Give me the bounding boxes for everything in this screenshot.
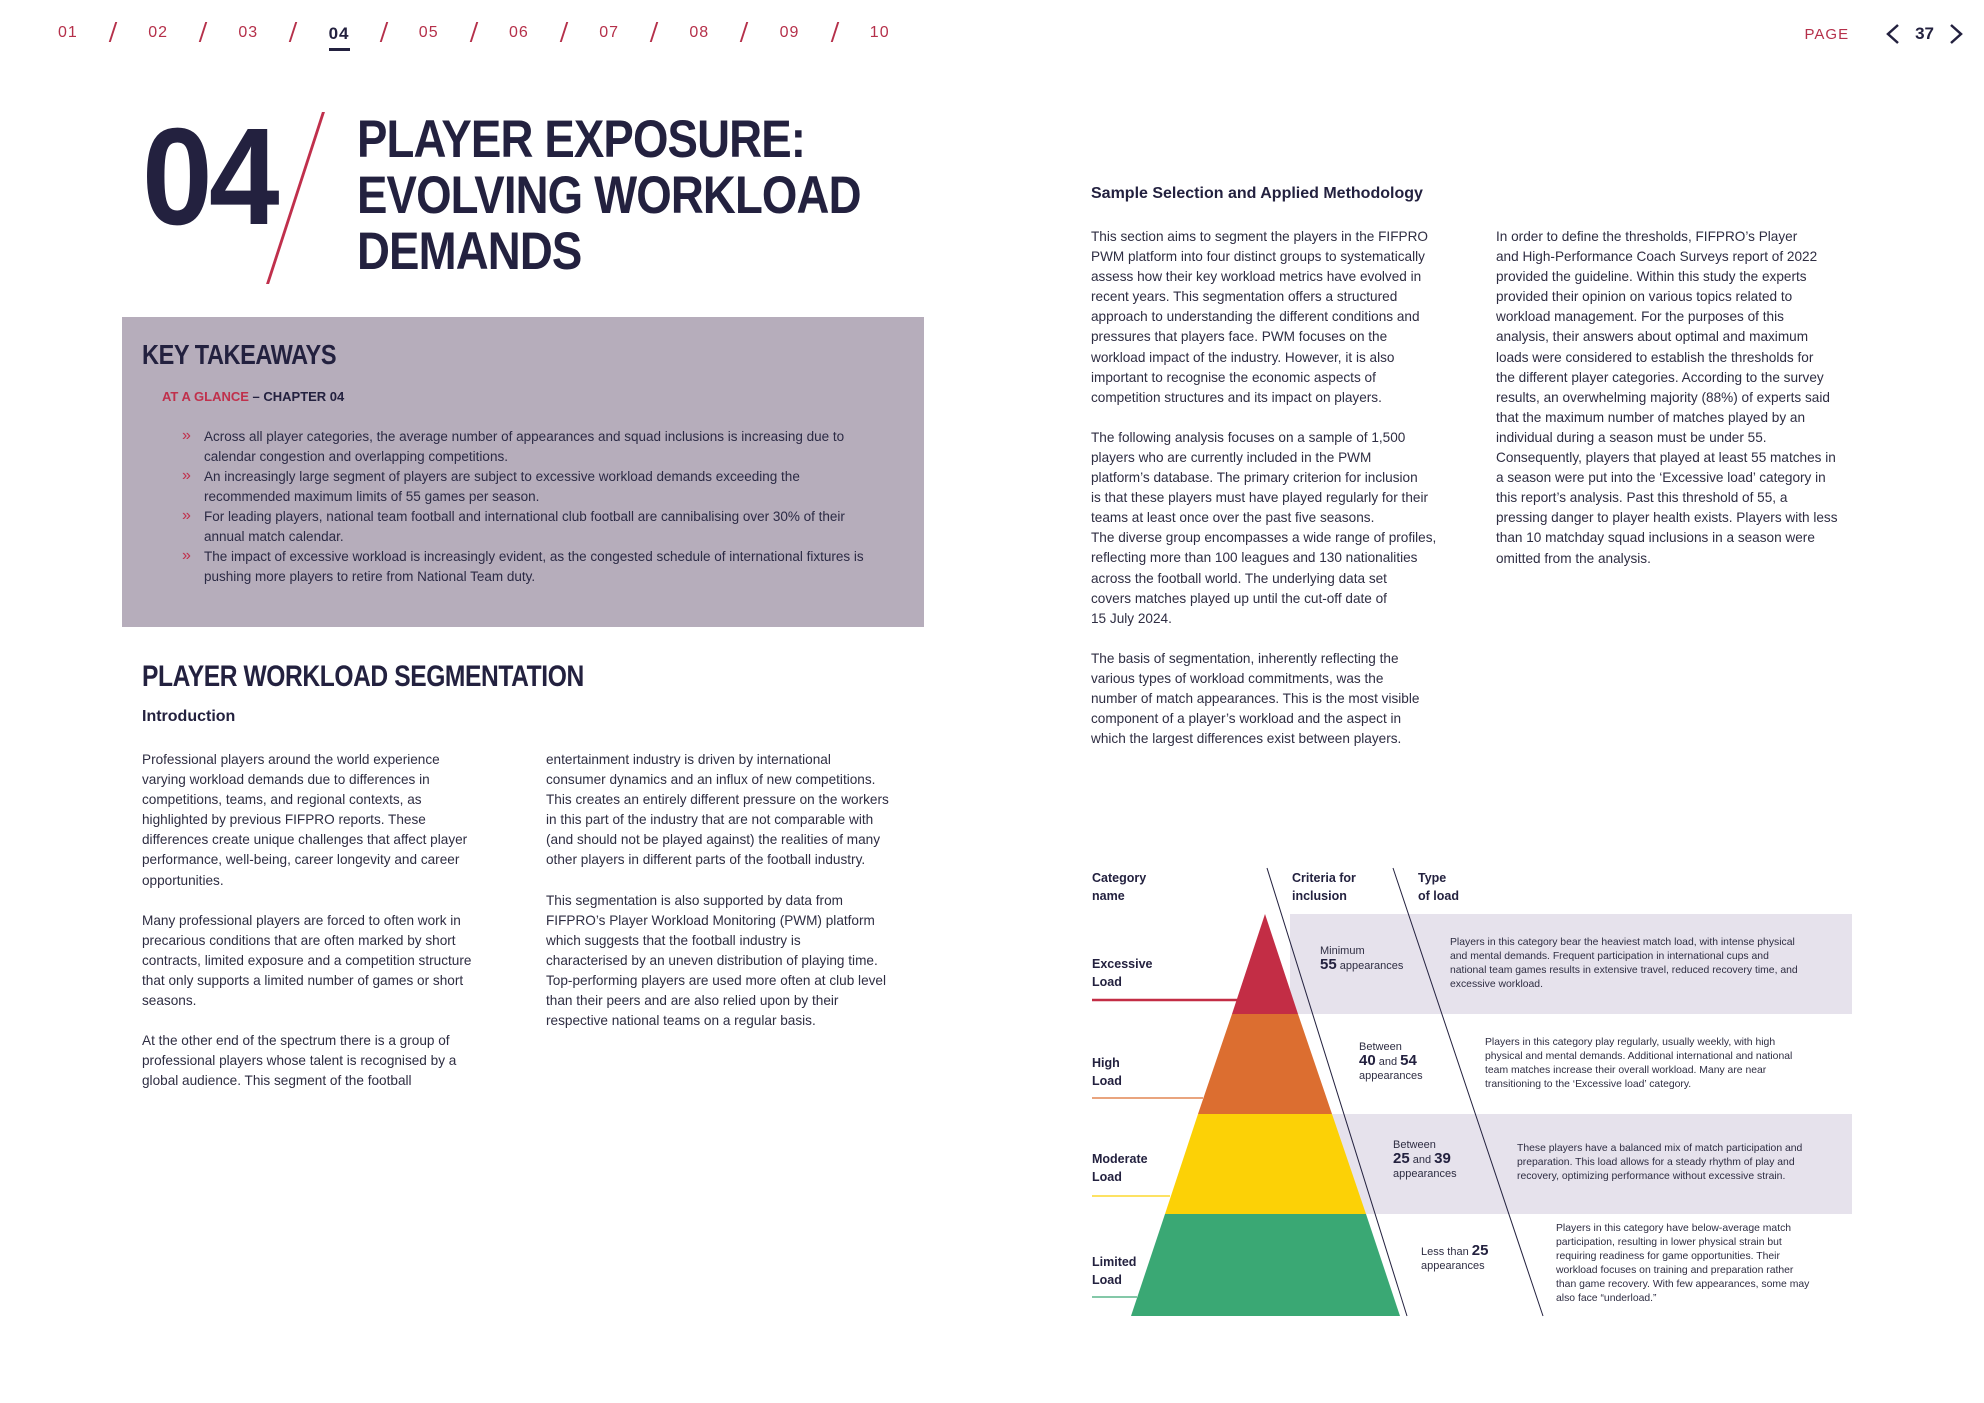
paragraph: This section aims to segment the players in the FIFPRO PWM platform into four distinct groups to systematically assess how their key workload metrics have evolved in recent years. This segmentation offers a structured approach to understanding the different conditions and pressures that players face. PWM focuses on the workload impact of the industry. However, it is also important to recognise the economic aspects of competition structures and its impact on players.: [1091, 229, 1428, 405]
criteria-limited: [1421, 1244, 1488, 1273]
criteria-moderate: [1393, 1138, 1457, 1181]
description-moderate: These players have a balanced mix of match participation and preparation. This load allows for a steady rhythm of play and recovery, optimizing performance without excessive strain.: [1517, 1143, 1803, 1182]
criteria-suffix: appearances: [1421, 1260, 1485, 1272]
criteria-prefix: Minimum: [1320, 945, 1365, 957]
description-high: Players in this category play regularly, usually weekly, with high physical and mental demands. Additional international and national team matches increase their overall workload. Many are near transitioning to the ‘Excessive load’ category.: [1485, 1037, 1793, 1090]
chapter-number: 04: [142, 100, 276, 254]
paragraph: The basis of segmentation, inherently reflecting the various types of workload commitments, was the number of match appearances. This is the most visible component of a player’s workload and the aspect in which the largest differences exist between players.: [1091, 650, 1420, 747]
description-limited: Players in this category have below-average match participation, resulting in lower physical strain but requiring readiness for game opportunities. Their workload focuses on training and preparation rather than game recovery. With few appearances, some may also face “underload.”: [1556, 1223, 1810, 1304]
paragraph: This segmentation is also supported by data from FIFPRO’s Player Workload Monitoring (PWM) platform which suggests that the football industry is characterised by an uneven distribution of playing time. Top-performing players are used more often at club level than their peers and are also relied upon by their respective national teams on a regular basis.: [546, 892, 887, 1029]
chapter-title-line: DEMANDS: [357, 222, 582, 281]
section-title: PLAYER WORKLOAD SEGMENTATION: [142, 660, 584, 693]
page-label: PAGE: [1804, 25, 1850, 43]
criteria-number: 25: [1393, 1150, 1410, 1167]
criteria-prefix: Less than: [1421, 1246, 1469, 1258]
pyramid-level-excessive: [1232, 914, 1298, 1014]
criteria-join: and: [1412, 1154, 1432, 1166]
chapter-nav-item[interactable]: 10: [869, 24, 890, 41]
paragraph: The following analysis focuses on a sample of 1,500 players who are currently included in the PWM platform’s database. The primary criterion for inclusion is that these players must have played regularly for their teams at least once over the past five seasons. The diverse group encompasses a wide range of profiles, reflecting more than 100 leagues and 130 nationalities across the football world. The underlying data set covers matches played up until the cut-off date of 15 July 2024.: [1091, 429, 1437, 626]
criteria-excessive: [1320, 944, 1403, 973]
paragraph: In order to define the thresholds, FIFPRO’s Player and High-Performance Coach Surveys report of 2022 provided the guideline. Within this study the experts provided their opinion on various topics related to workload management. For the purposes of this analysis, their answers about optimal and maximum loads were considered to establish the thresholds for the different player categories. According to the survey results, an overwhelming majority (88%) of experts said that the maximum number of matches played by an individual during a season must be under 55. Consequently, players that played at least 55 matches in a season were put into the ‘Excessive load’ category in this report’s analysis. Past this threshold of 55, a pressing danger to player health exists. Players with less than 10 matchday squad inclusions in a season were omitted from the analysis.: [1496, 229, 1838, 566]
criteria-number: 25: [1471, 1242, 1489, 1259]
chapter-nav-item[interactable]: 09: [779, 24, 800, 41]
chapter-nav-item[interactable]: 04: [328, 24, 350, 43]
chapter-nav-item[interactable]: 01: [58, 24, 78, 41]
list-item: » For leading players, national team football and international club football are cannibalising over 30% of their annual match calendar.: [182, 507, 882, 547]
category-label-excessive: Excessive Load: [1092, 957, 1153, 989]
criteria-suffix: appearances: [1339, 960, 1404, 972]
header-type: Type of load: [1418, 871, 1459, 903]
chapter-nav-item[interactable]: 03: [238, 24, 259, 41]
chapter-nav-item[interactable]: 06: [509, 24, 529, 41]
chapter-nav-item[interactable]: 05: [418, 24, 439, 41]
list-item: » The impact of excessive workload is increasingly evident, as the congested schedule of international fixtures is pushing more players to retire from National Team duty.: [182, 547, 882, 587]
category-label-limited: Limited Load: [1092, 1255, 1137, 1287]
criteria-high: [1359, 1040, 1423, 1083]
criteria-suffix: appearances: [1393, 1168, 1457, 1180]
chapter-nav-item[interactable]: 08: [689, 24, 710, 41]
paragraph: entertainment industry is driven by international consumer dynamics and an influx of new competitions. This creates an entirely different pressure on the workers in this part of the industry that are not comparable with (and should not be played against) the realities of many other players in different parts of the football industry.: [546, 752, 889, 868]
category-label-moderate: Moderate Load: [1092, 1152, 1148, 1184]
paragraph: Professional players around the world experience varying workload demands due to differences in competitions, teams, and regional contexts, as highlighted by previous FIFPRO reports. These differences create unique challenges that affect player performance, well-being, career longevity and career opportunities.: [142, 752, 468, 888]
paragraph: At the other end of the spectrum there is a group of professional players whose talent is recognised by a global audience. This segment of the football: [142, 1033, 457, 1089]
page-number: 37: [1915, 24, 1934, 43]
chapter-title-line: EVOLVING WORKLOAD: [357, 166, 861, 225]
chapter-title-line: PLAYER EXPOSURE:: [357, 110, 806, 169]
header-category: Category name: [1092, 871, 1147, 903]
criteria-prefix: Between: [1359, 1041, 1402, 1053]
chapter-nav-item[interactable]: 02: [148, 24, 168, 41]
pyramid-level-moderate: [1165, 1114, 1366, 1214]
chapter-ref-text: – CHAPTER 04: [248, 389, 345, 404]
intro-heading: Introduction: [142, 708, 236, 725]
paragraph: Many professional players are forced to often work in precarious conditions that are often marked by short contracts, limited exposure and a competition structure that only supports a limited number of games or short seasons.: [142, 912, 472, 1009]
description-excessive: Players in this category bear the heaviest match load, with intense physical and mental demands. Frequent participation in international cups and national team games results in extensive travel, reduced recovery time, and excessive workload.: [1450, 937, 1798, 990]
list-item: » Across all player categories, the average number of appearances and squad inclusions is increasing due to calendar congestion and overlapping competitions.: [182, 427, 882, 467]
chapter-nav-item[interactable]: 07: [599, 24, 619, 41]
header-criteria: Criteria for inclusion: [1292, 871, 1356, 903]
criteria-prefix: Between: [1393, 1139, 1436, 1151]
list-item: » An increasingly large segment of players are subject to excessive workload demands exceeding the recommended maximum limits of 55 games per season.: [182, 467, 882, 507]
criteria-join: and: [1378, 1056, 1398, 1068]
criteria-suffix: appearances: [1359, 1070, 1423, 1082]
criteria-number: 54: [1400, 1052, 1417, 1069]
category-label-high: High Load: [1092, 1056, 1122, 1088]
methodology-heading: Sample Selection and Applied Methodology: [1091, 185, 1423, 202]
key-takeaways-title: KEY TAKEAWAYS: [142, 339, 337, 370]
at-a-glance-text: AT A GLANCE: [162, 389, 249, 404]
criteria-number: 40: [1359, 1052, 1376, 1069]
criteria-number: 39: [1434, 1150, 1451, 1167]
pyramid-level-limited: [1131, 1214, 1400, 1316]
criteria-number: 55: [1320, 956, 1337, 973]
